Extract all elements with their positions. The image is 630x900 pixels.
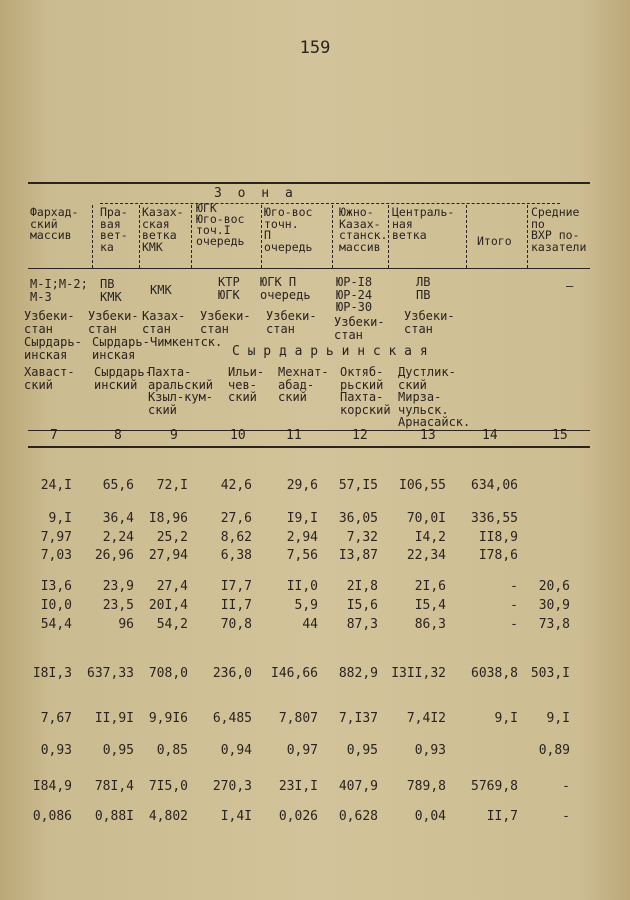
table-cell: 0,95 <box>346 743 378 758</box>
table-cell: I5,6 <box>346 598 378 613</box>
table-cell: 0,93 <box>414 743 446 758</box>
header-divider <box>527 205 528 268</box>
region-span-label: С ы р д а р ь и н с к а я <box>232 344 428 359</box>
table-cell: 9,I <box>48 511 72 526</box>
table-cell: I3,87 <box>338 548 378 563</box>
table-cell: 7,03 <box>40 548 72 563</box>
table-cell: 708,0 <box>148 666 188 681</box>
table-cell: I8I,3 <box>32 666 72 681</box>
table-cell: 336,55 <box>471 511 518 526</box>
table-cell: 65,6 <box>102 478 134 493</box>
table-cell: I9,I <box>286 511 318 526</box>
table-cell: 30,9 <box>538 598 570 613</box>
code-label: ЮГК П очередь <box>260 275 311 302</box>
table-cell: II,7 <box>220 598 252 613</box>
table-cell: 7I5,0 <box>148 779 188 794</box>
table-cell: 0,89 <box>538 743 570 758</box>
colnum-bottom-rule <box>28 446 590 448</box>
column-number: 8 <box>114 428 122 443</box>
table-cell: 27,6 <box>220 511 252 526</box>
table-cell: 42,6 <box>220 478 252 493</box>
column-number: 14 <box>482 428 498 443</box>
table-cell: 882,9 <box>338 666 378 681</box>
table-cell: 27,4 <box>156 579 188 594</box>
table-cell: I8,96 <box>148 511 188 526</box>
state-label: Узбеки- стан <box>334 315 385 342</box>
table-cell: 7,32 <box>346 530 378 545</box>
table-cell: 36,05 <box>338 511 378 526</box>
table-cell: - <box>562 809 570 824</box>
zone-underline <box>100 203 560 204</box>
header-divider <box>388 205 389 268</box>
table-cell: 25,2 <box>156 530 188 545</box>
page-number: 159 <box>299 38 331 58</box>
column-numbers <box>30 428 600 444</box>
table-cell: 5,9 <box>294 598 318 613</box>
district-label: Ильи- чев- ский <box>228 365 265 404</box>
header-farkhad: Фархад- ский массив <box>30 205 79 242</box>
table-cell: I3II,32 <box>391 666 446 681</box>
table-cell: - <box>510 617 518 632</box>
table-cell: 29,6 <box>286 478 318 493</box>
table-cell: 0,97 <box>286 743 318 758</box>
table-top-rule <box>28 182 590 184</box>
region-label: Чимкентск. <box>150 335 223 349</box>
table-cell: I06,55 <box>399 478 446 493</box>
table-cell: 23,9 <box>102 579 134 594</box>
table-cell: 637,33 <box>87 666 134 681</box>
column-number: 15 <box>552 428 568 443</box>
header-southeast-2: Юго-вос точн. П очередь <box>264 205 313 254</box>
district-label: Пахта- аральский Кзыл-кум- ский <box>148 365 214 417</box>
table-cell: 9,9I6 <box>148 711 188 726</box>
table-cell: 7,4I2 <box>406 711 446 726</box>
table-cell: 634,06 <box>471 478 518 493</box>
table-cell: 20,6 <box>538 579 570 594</box>
header-south-kazakh: Южно- Казах- станск. массив <box>339 205 388 254</box>
zone-heading: З о н а <box>214 186 297 201</box>
district-label: Хавaст- ский <box>24 365 75 392</box>
table-cell: 2,94 <box>286 530 318 545</box>
code-label: – <box>566 279 574 293</box>
table-cell: I78,6 <box>478 548 518 563</box>
table-cell: II8,9 <box>478 530 518 545</box>
district-label: Сырдарь- инский <box>94 365 152 392</box>
table-cell: 24,I <box>40 478 72 493</box>
code-label: КТР ЮГК <box>218 275 240 302</box>
header-total: Итого <box>477 234 512 248</box>
table-cell: 9,I <box>546 711 570 726</box>
column-number: 10 <box>230 428 246 443</box>
table-cell: 0,94 <box>220 743 252 758</box>
table-cell: 72,I <box>156 478 188 493</box>
table-cell: II,0 <box>286 579 318 594</box>
table-cell: 57,I5 <box>338 478 378 493</box>
table-cell: I7,7 <box>220 579 252 594</box>
table-cell: 78I,4 <box>94 779 134 794</box>
state-label: Узбеки- стан <box>24 309 75 336</box>
table-cell: 0,086 <box>32 809 72 824</box>
code-label: М-I;М-2; М-3 <box>30 277 88 304</box>
header-divider <box>191 205 192 268</box>
table-cell: I4,2 <box>414 530 446 545</box>
table-cell: 7,97 <box>40 530 72 545</box>
table-cell: 44 <box>302 617 318 632</box>
table-cell: 54,2 <box>156 617 188 632</box>
table-cell: 22,34 <box>406 548 446 563</box>
code-label: КМК <box>150 283 172 297</box>
header-divider <box>139 205 140 268</box>
table-cell: 407,9 <box>338 779 378 794</box>
table-cell: 0,04 <box>414 809 446 824</box>
column-number: 13 <box>420 428 436 443</box>
state-label: Узбеки- стан <box>88 309 139 336</box>
table-cell: 2I,8 <box>346 579 378 594</box>
header-divider <box>261 205 262 268</box>
table-cell: 270,3 <box>212 779 252 794</box>
state-label: Казах- стан <box>142 309 186 336</box>
table-cell: 236,0 <box>212 666 252 681</box>
state-label: Узбеки- стан <box>200 309 251 336</box>
header-divider <box>466 205 467 268</box>
state-label: Узбеки- стан <box>404 309 455 336</box>
district-label: Октяб- рьский Пахта- корский <box>340 365 391 417</box>
table-cell: 20I,4 <box>148 598 188 613</box>
table-cell: 70,8 <box>220 617 252 632</box>
code-label: ЛВ ПВ <box>416 275 431 302</box>
region-label: Сырдарь- инская <box>92 335 150 362</box>
header-bottom-rule <box>28 268 590 269</box>
header-southeast-1: ЮГК Юго-вос точ.I очередь <box>196 201 245 248</box>
table-cell: I5,4 <box>414 598 446 613</box>
table-cell: 26,96 <box>94 548 134 563</box>
table-cell: I46,66 <box>271 666 318 681</box>
table-cell: 789,8 <box>406 779 446 794</box>
table-cell: 36,4 <box>102 511 134 526</box>
table-cell: 7,807 <box>278 711 318 726</box>
table-cell: 0,95 <box>102 743 134 758</box>
table-cell: 23,5 <box>102 598 134 613</box>
column-number: 7 <box>50 428 58 443</box>
table-cell: I0,0 <box>40 598 72 613</box>
district-label: Мехнат- абад- ский <box>278 365 329 404</box>
table-cell: II,7 <box>486 809 518 824</box>
column-number: 9 <box>170 428 178 443</box>
table-cell: 503,I <box>530 666 570 681</box>
code-label: ЮР-I8 ЮР-24 ЮР-30 <box>336 275 373 314</box>
table-cell: 0,628 <box>338 809 378 824</box>
table-cell: 87,3 <box>346 617 378 632</box>
state-label: Узбеки- стан <box>266 309 317 336</box>
header-averages: Средние по ВХР по- казатели <box>531 205 587 254</box>
table-cell: 70,0I <box>406 511 446 526</box>
header-right-branch: Пра- вая вет- ка <box>100 205 128 254</box>
table-cell: - <box>510 579 518 594</box>
table-cell: 0,93 <box>40 743 72 758</box>
table-cell: 5769,8 <box>471 779 518 794</box>
table-cell: 86,3 <box>414 617 446 632</box>
table-cell: 6038,8 <box>471 666 518 681</box>
region-label: Сырдарь- инская <box>24 335 82 362</box>
table-cell: 7,56 <box>286 548 318 563</box>
table-cell: 54,4 <box>40 617 72 632</box>
table-cell: 6,485 <box>212 711 252 726</box>
table-cell: 0,026 <box>278 809 318 824</box>
table-cell: 9,I <box>494 711 518 726</box>
table-cell: 2,24 <box>102 530 134 545</box>
table-cell: I84,9 <box>32 779 72 794</box>
header-kazakh-branch: Казах- ская ветка КМК <box>142 205 184 254</box>
table-cell: 2I,6 <box>414 579 446 594</box>
table-cell: 4,802 <box>148 809 188 824</box>
code-label: ПВ КМК <box>100 277 122 304</box>
table-cell: I3,6 <box>40 579 72 594</box>
table-cell: 96 <box>118 617 134 632</box>
district-label: Дустлик- ский Мирза- чульск. Арнасайск. <box>398 365 471 429</box>
table-cell: I,4I <box>220 809 252 824</box>
table-cell: 8,62 <box>220 530 252 545</box>
column-number: 11 <box>286 428 302 443</box>
table-cell: 7,I37 <box>338 711 378 726</box>
table-cell: 73,8 <box>538 617 570 632</box>
table-cell: - <box>562 779 570 794</box>
table-cell: 27,94 <box>148 548 188 563</box>
table-cell: 7,67 <box>40 711 72 726</box>
column-number: 12 <box>352 428 368 443</box>
header-central-branch: Централь- ная ветка <box>392 205 455 242</box>
table-cell: 0,85 <box>156 743 188 758</box>
table-cell: 6,38 <box>220 548 252 563</box>
header-divider <box>92 205 93 268</box>
table-cell: 0,88I <box>94 809 134 824</box>
header-divider <box>332 205 333 268</box>
table-cell: - <box>510 598 518 613</box>
table-cell: II,9I <box>94 711 134 726</box>
table-cell: 23I,I <box>278 779 318 794</box>
